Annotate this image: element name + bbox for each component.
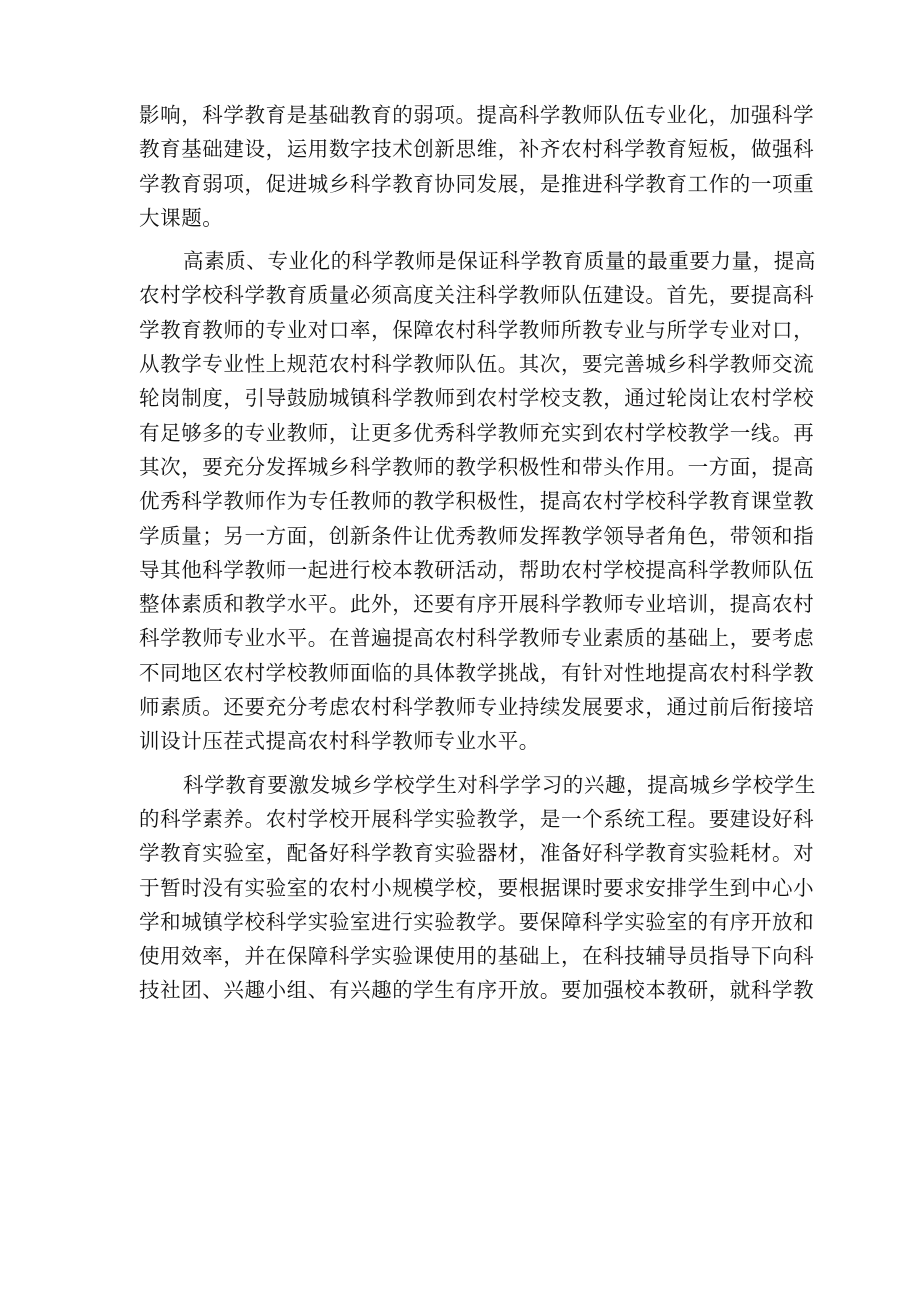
paragraph-1-line-1: 影响，科学教育是基础教育的弱项。提高科学教师队伍专业化，加强科学 [139,103,815,127]
paragraph-2 [139,244,816,758]
paragraph-3-line-1: 科学教育要激发城乡学校学生对科学学习的兴趣，提高城乡学校学生 [183,772,816,797]
paragraph-2-line-5: 轮岗制度，引导鼓励城镇科学教师到农村学校支教，通过轮岗让农村学校 [139,386,815,411]
paragraph-2-line-13: 不同地区农村学校教师面临的具体教学挑战，有针对性地提高农村科学教 [139,660,815,685]
paragraph-2-line-11: 整体素质和教学水平。此外，还要有序开展科学教师专业培训，提高农村 [139,592,815,617]
paragraph-2-line-12: 科学教师专业水平。在普遍提高农村科学教师专业素质的基础上，要考虑 [139,626,815,651]
paragraph-2-line-4: 从教学专业性上规范农村科学教师队伍。其次，要完善城乡科学教师交流 [139,352,815,377]
paragraph-3-line-4: 于暂时没有实验室的农村小规模学校，要根据课时要求安排学生到中心小 [139,875,815,900]
paragraph-2-line-1: 高素质、专业化的科学教师是保证科学教育质量的最重要力量，提高 [183,249,816,274]
paragraph-2-line-3: 学教育教师的专业对口率，保障农村科学教师所教专业与所学专业对口， [139,317,815,342]
paragraph-3-line-2: 的科学素养。农村学校开展科学实验教学，是一个系统工程。要建设好科 [139,806,815,831]
paragraph-2-line-2: 农村学校科学教育质量必须高度关注科学教师队伍建设。首先，要提高科 [139,283,815,308]
paragraph-1-line-2: 教育基础建设，运用数字技术创新思维，补齐农村科学教育短板，做强科 [139,137,815,162]
paragraph-3-line-6: 使用效率，并在保障科学实验课使用的基础上，在科技辅导员指导下向科 [139,944,815,969]
paragraph-1-line-4: 大课题。 [139,205,224,230]
paragraph-2-line-14: 师素质。还要充分考虑农村科学教师专业持续发展要求，通过前后衔接培 [139,695,815,720]
paragraph-2-line-7: 其次，要充分发挥城乡科学教师的教学积极性和带头作用。一方面，提高 [139,454,815,479]
paragraph-3-line-3: 学教育实验室，配备好科学教育实验器材，准备好科学教育实验耗材。对 [139,841,815,866]
paragraph-3-line-7: 技社团、兴趣小组、有兴趣的学生有序开放。要加强校本教研，就科学教 [139,978,815,1003]
paragraph-3 [139,768,816,1008]
paragraph-3-line-5: 学和城镇学校科学实验室进行实验教学。要保障科学实验室的有序开放和 [139,909,815,934]
paragraph-1 [139,98,815,235]
paragraph-1-line-3: 学教育弱项，促进城乡科学教育协同发展，是推进科学教育工作的一项重 [139,171,815,196]
paragraph-2-line-9: 学质量；另一方面，创新条件让优秀教师发挥教学领导者角色，带领和指 [139,523,815,548]
paragraph-2-line-6: 有足够多的专业教师，让更多优秀科学教师充实到农村学校教学一线。再 [139,420,815,445]
paragraph-2-line-10: 导其他科学教师一起进行校本教研活动，帮助农村学校提高科学教师队伍 [139,557,815,582]
paragraph-2-line-15: 训设计压茬式提高农村科学教师专业水平。 [139,729,540,754]
document-body [139,98,816,1008]
paragraph-2-line-8: 优秀科学教师作为专任教师的教学积极性，提高农村学校科学教育课堂教 [139,489,815,514]
